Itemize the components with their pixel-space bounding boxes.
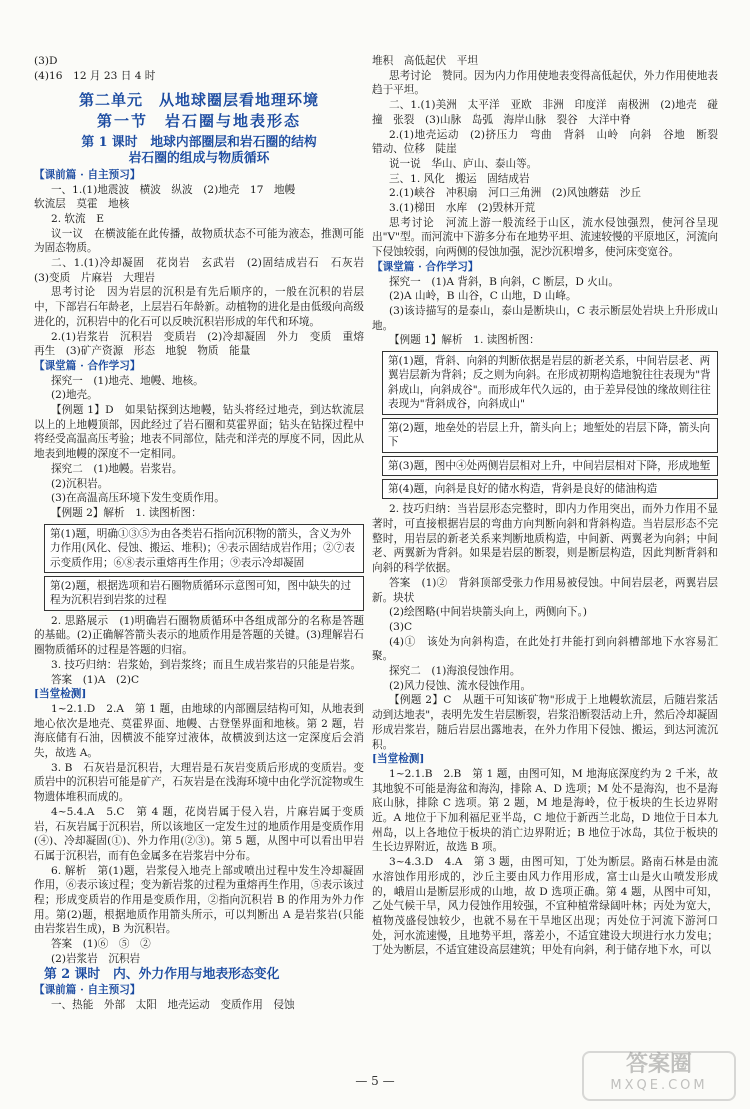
analysis-box: 第(1)题，明确①③⑤为由各类岩石指向沉积物的箭头，含义为外力作用(风化、侵蚀、搬运、堆积)；④表示固结成岩作用；②⑦表示变质作用；⑥⑧表示重熔再生作用；⑨表示冷却凝固	[44, 524, 364, 573]
check-header: [当堂检测]	[372, 753, 425, 766]
left-column	[34, 54, 375, 1013]
analysis-box: 第(3)题，图中④处两侧岩层相对上升，中间岩层相对下降，形成地堑	[382, 456, 718, 476]
inquiry: 探究一 (1)地壳、地幔、地核。	[50, 374, 204, 387]
answer: 答案 (1)⑥ ⑤ ②	[50, 938, 151, 951]
discussion: 思考讨论 赞同。因为内力作用使地表变得高低起伏，外力作用使地表趋于平坦。	[372, 69, 718, 97]
check-answer: 3. B 石灰岩是沉积岩，大理岩是石灰岩变质后形成的变质岩。变质岩中的沉积岩可能是矿产，石灰岩是在浅海环境中由化学沉淀物或生物遗体堆积而成的。	[34, 761, 364, 804]
answer: (4)① 该处为向斜构造，在此处打井能打到向斜槽部地下水容易汇聚。	[372, 635, 718, 663]
analysis-box: 第(2)题，地垒处的岩层上升，箭头向上；地堑处的岩层下降，箭头向下	[382, 418, 718, 453]
answer-line: 2. 软流 E	[50, 212, 104, 225]
inquiry: (2)地壳。	[50, 389, 98, 402]
watermark-logo	[582, 1051, 736, 1101]
example: 【例题 1】D 如果钻探到达地幔，钻头将经过地壳，到达软流层以上的上地幔顶部，因此经过了岩石圈和莫霍界面；钻头在钻探过程中将经受高温高压考验；地表不同部位，陆壳和洋壳的厚度不同，因此从地表到地幔的深度不一定相同。	[34, 404, 364, 461]
watermark-text: 答案圈	[625, 1052, 692, 1077]
method: 3. 技巧归纳：岩浆始，到岩浆终；而且生成岩浆岩的只能是岩浆。	[50, 658, 362, 671]
answer: 答案 (1)A (2)C	[50, 673, 140, 686]
unit-title: 第二单元 从地球圈层看地理环境	[78, 91, 319, 110]
answer-line: 2.(1)岩浆岩 沉积岩 变质岩 (2)冷却凝固 外力 变质 重熔再生 (3)矿产资源 形态 地貌 物质 能量	[34, 330, 364, 358]
inquiry: 探究二 (1)地幔。岩浆岩。	[50, 462, 183, 475]
answer: 答案 (1)② 背斜顶部受张力作用易被侵蚀。中间岩层老，两翼岩层新。块状	[372, 576, 718, 604]
example: 【例题 1】解析 1. 读图析图：	[388, 334, 540, 347]
inquiry: (3)该诗描写的是泰山，泰山是断块山，C 表示断层处岩块上升形成山地。	[372, 304, 718, 332]
lesson-subtitle: 岩石圈的组成与物质循环	[128, 151, 270, 167]
inquiry: 探究一 (1)A 背斜，B 向斜，C 断层，D 火山。	[388, 275, 619, 288]
method: 2. 技巧归纳：当岩层形态完整时，即内力作用突出，而外力作用不显著时，可直接根据岩层的弯曲方向判断向斜和背斜构造。当岩层形态不完整时，用岩层的新老关系来判断地质构造，中间新、两翼老为向斜；中间老、两翼新为背斜。如果是岩层的断裂，则是断层构造，因此判断背斜和向斜的科学依据。	[372, 503, 718, 575]
answer-line: (4)16 12 月 23 日 4 时	[34, 69, 156, 82]
answer: (3)C	[388, 620, 413, 633]
discussion: 思考讨论 河流上游一般流经于山区，流水侵蚀强烈，使河谷呈现出"V"型。而河流中下游多分布在地势平坦、流速较慢的平原地区，河流向下侵蚀较弱，向两侧的侵蚀加强，泥沙沉积增多，使河床变宽谷。	[372, 216, 718, 259]
check-answer: 4~5.4.A 5.C 第 4 题，花岗岩属于侵入岩，片麻岩属于变质岩，石灰岩属于沉积岩，所以该地区一定发生过的地质作用是变质作用(④)、冷却凝固(①)、外力作用(②③)。第 5 题，从图中可以看出甲岩石属于沉积岩，而有色金属多在岩浆岩中分布。	[34, 805, 364, 862]
discussion: 议一议 在横波能在此传播，故物质状态不可能为液态，推测可能为固态物质。	[34, 227, 364, 255]
answer-line: 一、1.(1)地震波 横波 纵波 (2)地壳 17 地幔	[50, 183, 296, 196]
section-title: 第一节 岩石圈与地表形态	[96, 112, 301, 131]
example: 【例题 2】C 从题干可知该矿物"形成于上地幔软流层，后随岩浆活动到达地表"，表明先发生岩层断裂，岩浆沿断裂活动上升，然后冷却凝固形成岩浆岩，随后岩层出露地表，在外力作用下侵蚀、搬运，到达河流沉积。	[372, 694, 718, 751]
inquiry: (2)沉积岩。	[50, 477, 109, 490]
answer-line: 2.(1)峡谷 冲积扇 河口三角洲 (2)风蚀蘑菇 沙丘	[388, 187, 641, 200]
preview-header: 【课前篇 · 自主预习】	[34, 984, 141, 997]
classroom-header: 【课堂篇 · 合作学习】	[34, 359, 141, 372]
example: 【例题 2】解析 1. 读图析图：	[50, 506, 202, 519]
inquiry: (2)A 山岭，B 山谷，C 山地，D 山峰。	[388, 290, 577, 303]
analysis-box: 第(1)题，背斜、向斜的判断依据是岩层的新老关系，中间岩层老、两翼岩层新为背斜；反之则为向斜。在形成初期构造地貌往往表现为"背斜成山，向斜成谷"。而形成年代久远的，由于差异侵蚀的缘故则往往表现为"背斜成谷，向斜成山"	[382, 351, 718, 415]
answer-line: 说一说 华山、庐山、泰山等。	[388, 157, 538, 170]
analysis-box: 第(2)题，根据选项和岩石圈物质循环示意图可知，图中缺失的过程为沉积岩到岩浆的过程	[44, 576, 364, 611]
lesson-title: 第 1 课时 地球内部圈层和岩石圈的结构	[81, 134, 317, 150]
check-answer: 6. 解析 第(1)题，岩浆侵入地壳上部或喷出过程中发生冷却凝固作用，⑥表示该过程；变为新岩浆的过程为重熔再生作用，⑤表示该过程；形成变质岩的作用是变质作用，②指向沉积岩 B 的作用为外力作用。第(2)题，根据地质作用箭头所示，可以判断出 A 是岩浆岩(只能由岩浆岩生成)，B 为沉积岩。	[34, 864, 364, 936]
right-column	[372, 54, 729, 958]
answer: (2)绘图略(中间岩块箭头向上，两侧向下。)	[388, 606, 588, 619]
discussion: 思考讨论 因为岩层的沉积是有先后顺序的，一般在沉积的岩层中，下部岩石年龄老，上层岩石年龄新。动植物的进化是由低级向高级进化的，沉积岩中的化石可以反映沉积岩形成的年代和环境。	[34, 286, 364, 328]
check-answer: 3~4.3.D 4.A 第 3 题，由图可知，丁处为断层。路南石林是由流水溶蚀作用形成的，沙丘主要由风力作用形成，富士山是火山喷发形成的，峨眉山是断层形成的山地，故 D 选项正确。第 4 题，从图中可知，乙处气候干旱，风力侵蚀作用较强，不宜种植常绿阔叶林；丙处为宽大，植物茂盛侵蚀较少，也就不易在干旱地区出现；丙处位于河流下游河口处，河水流速慢，且地势平坦，落差小，不适宜建设大坝进行水力发电；丁处为断层，不适宜建设高层建筑；甲处有向斜，利于储存地下水，可以	[372, 856, 718, 957]
page-number: — 5 —	[355, 1074, 395, 1088]
answer-line: 软流层 莫霍 地核	[34, 198, 130, 211]
answer-line: 3.(1)梯田 水库 (2)毁林开荒	[388, 202, 536, 215]
lesson-title: 第 2 课时 内、外力作用与地表形态变化	[44, 966, 280, 982]
answer-line: 堆积 高低起伏 平坦	[372, 55, 478, 67]
answer: (2)岩浆岩 沉积岩	[50, 952, 141, 965]
inquiry: (2)风力侵蚀、流水侵蚀作用。	[388, 679, 532, 692]
check-answer: 1~2.1.D 2.A 第 1 题，由地球的内部圈层结构可知，从地表到地心依次是地壳、莫霍界面、地幔、古登堡界面和地核。第 2 题，岩海底储有石油，因横波不能穿过液体，故横波到达这一定深度后会消失，故选 A。	[34, 702, 364, 760]
answer-line: 三、1. 风化 搬运 固结成岩	[388, 172, 530, 185]
inquiry: 探究二 (1)海浪侵蚀作用。	[388, 665, 521, 678]
analysis-box: 第(4)题，向斜是良好的储水构造，背斜是良好的储油构造	[382, 479, 718, 499]
answer-line: (3)D	[34, 55, 58, 67]
watermark-url: MXQE.COM	[610, 1078, 708, 1093]
inquiry: (3)在高温高压环境下发生变质作用。	[50, 492, 225, 505]
classroom-header: 【课堂篇 · 合作学习】	[372, 260, 479, 273]
answer-line: 一、热能 外部 太阳 地壳运动 变质作用 侵蚀	[50, 998, 295, 1011]
method: 2. 思路展示 (1)明确岩石圈物质循环中各组成部分的名称是答题的基础。(2)正确解答箭头表示的地质作用是答题的关键。(3)理解岩石圈物质循环的过程是答题的归宿。	[34, 614, 364, 657]
answer-line: 2.(1)地壳运动 (2)挤压力 弯曲 背斜 山岭 向斜 谷地 断裂 错动、位移 陡崖	[372, 128, 729, 156]
check-answer: 1~2.1.B 2.B 第 1 题，由图可知，M 地海底深度约为 2 千米，故其地貌不可能是海盆和海沟，排除 A、D 选项；M 处不是海沟，也不是海底山脉，排除 C 选项。第 2 题，M 地是海岭，位于板块的生长边界附近。A 地位于下加利福尼亚半岛，C 地位于新西兰北岛，D 地位于日本九州岛，以上各地位于板块的消亡边界附近；B 地位于冰岛，其位于板块的生长边界附近，故选 B 项。	[372, 767, 718, 854]
answer-line: 二、1.(1)美洲 太平洋 亚欧 非洲 印度洋 南极洲 (2)地壳 碰撞 张裂 (3)山脉 岛弧 海岸山脉 裂谷 大洋中脊	[372, 99, 718, 126]
preview-header: 【课前篇 · 自主预习】	[34, 168, 141, 181]
check-header: [当堂检测]	[34, 688, 87, 701]
answer-line: 二、1.(1)冷却凝固 花岗岩 玄武岩 (2)固结成岩石 石灰岩 (3)变质 片麻岩 大理岩	[34, 257, 375, 284]
